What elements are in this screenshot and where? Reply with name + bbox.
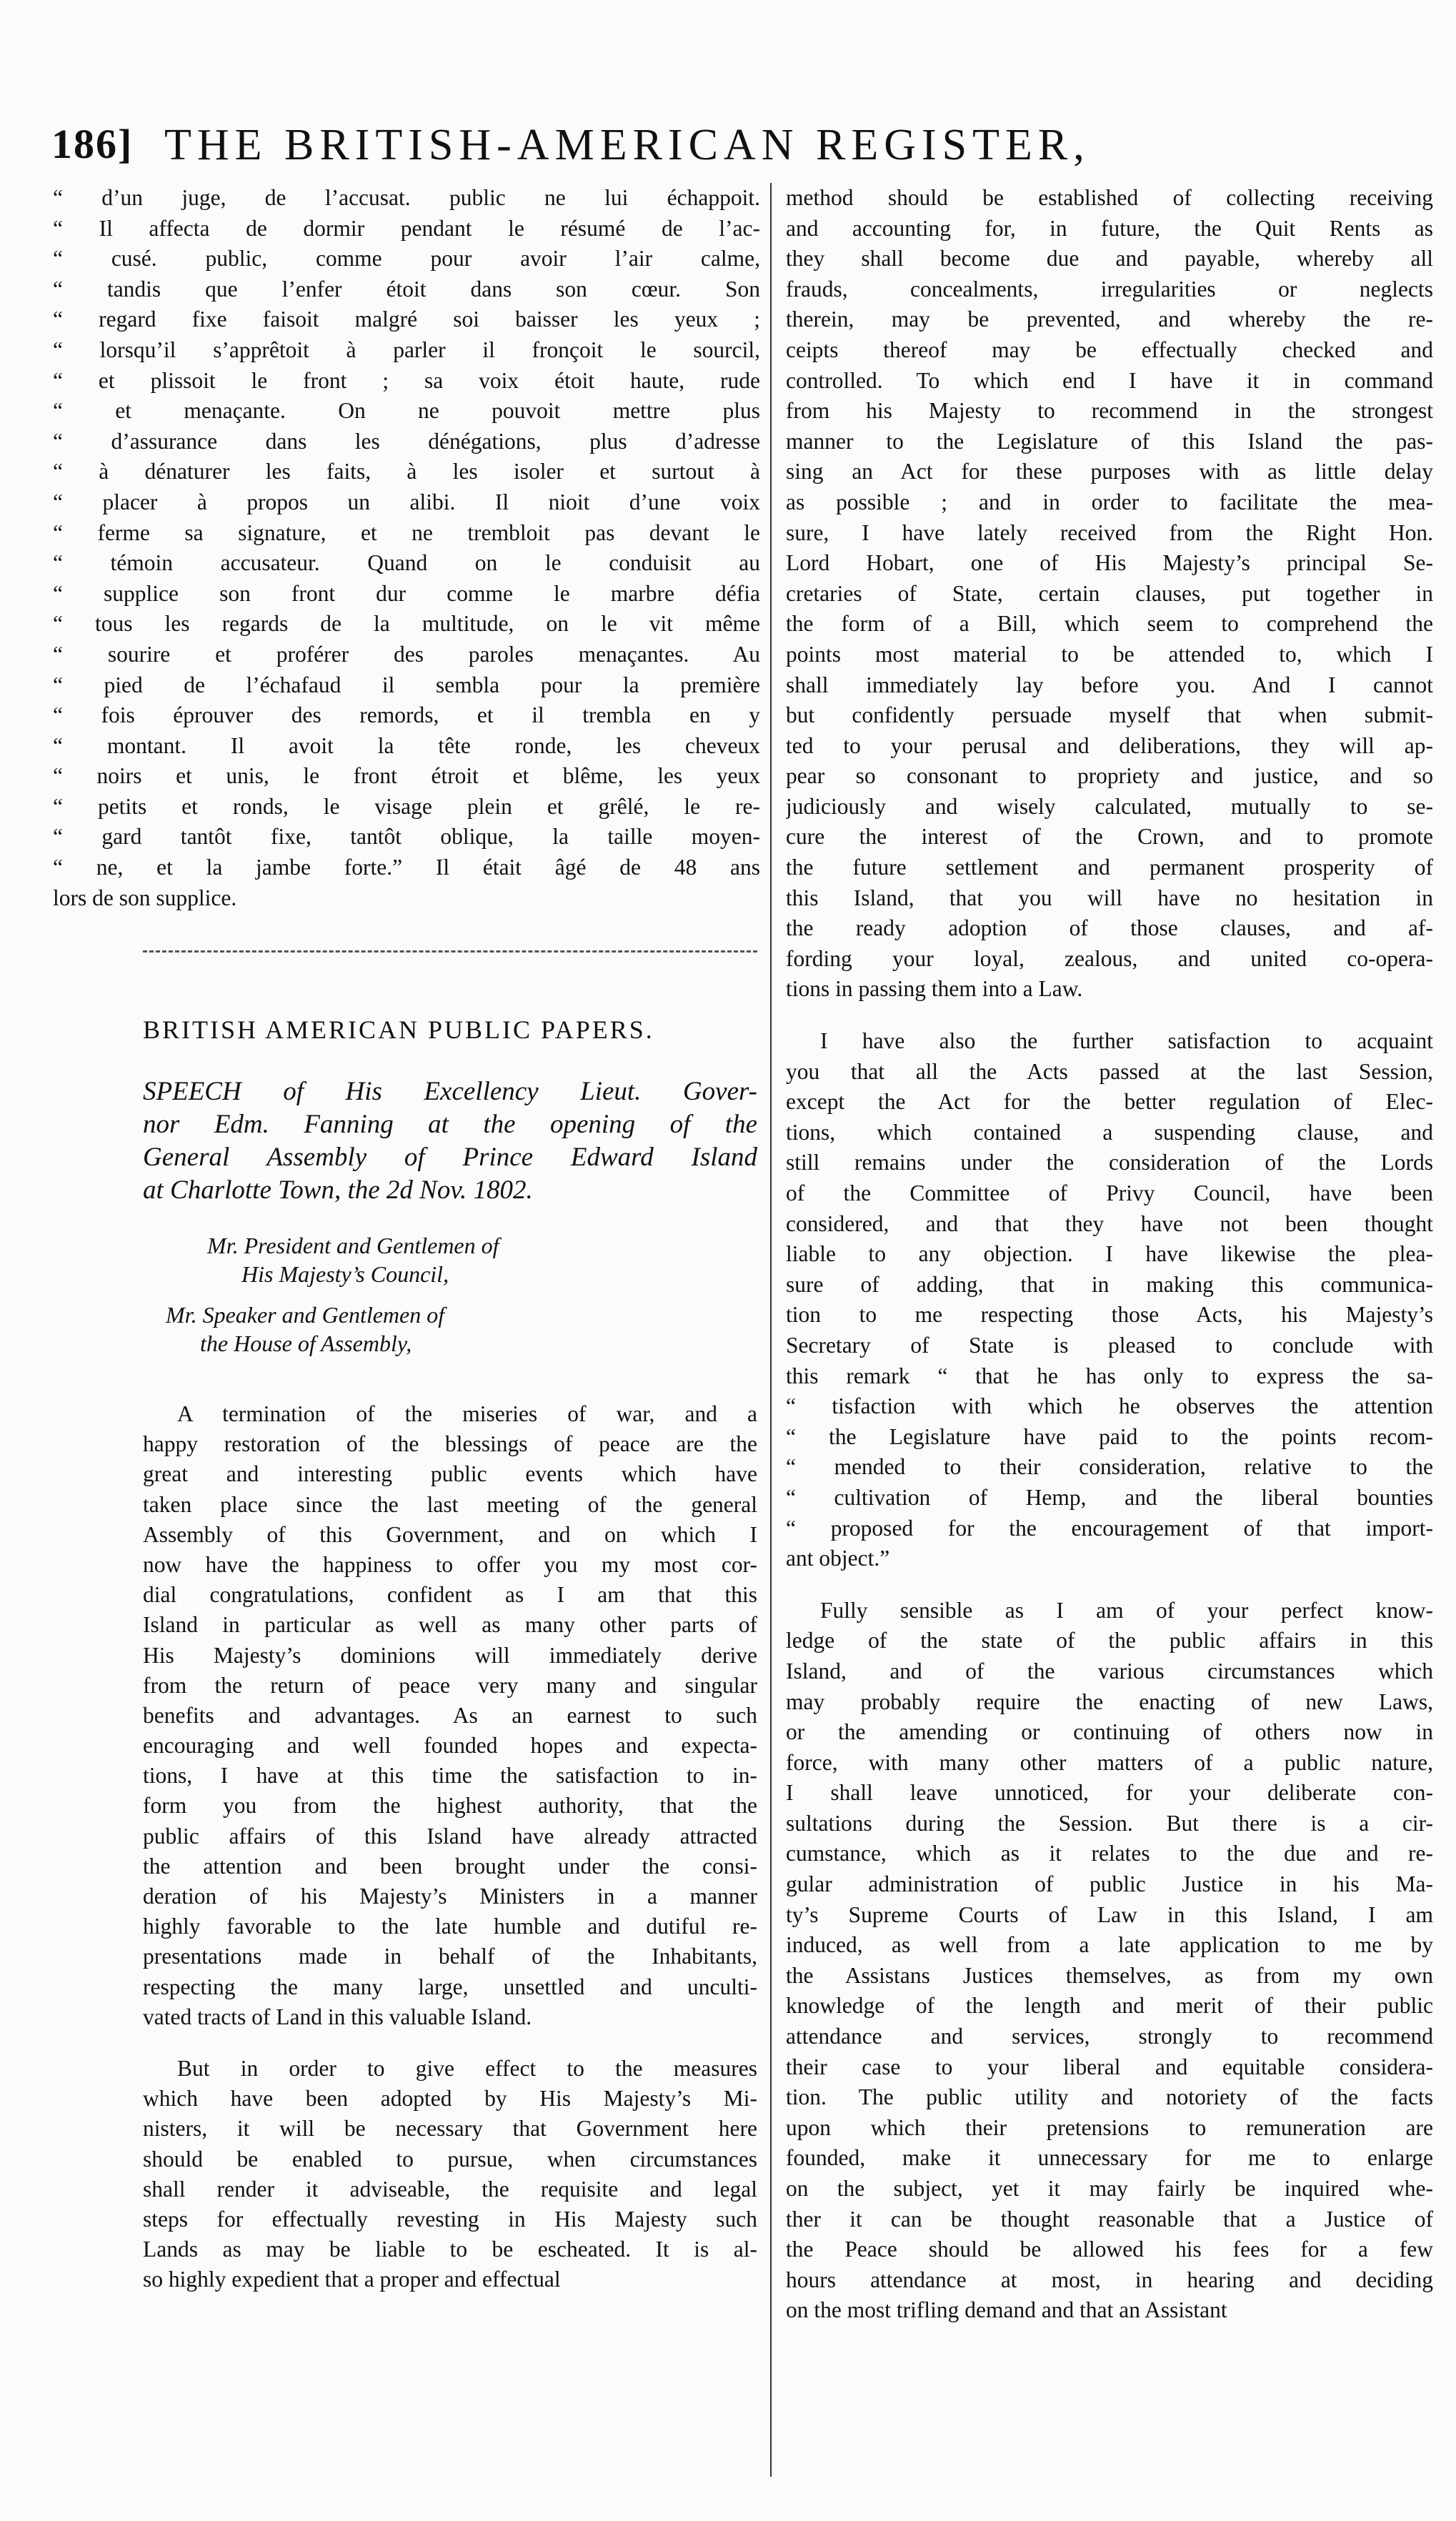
paragraph-gap xyxy=(143,2032,757,2054)
section-heading: BRITISH AMERICAN PUBLIC PAPERS. xyxy=(143,1015,654,1044)
address-line: Mr. Speaker and Gentlemen of xyxy=(166,1302,445,1328)
text-line: the Assistans Justices themselves, as from my own xyxy=(786,1962,1433,1988)
text-line: dial congratulations, confident as I am that this xyxy=(143,1582,757,1608)
text-line: “ ne, et la jambe forte.” Il était âgé de 48 ans xyxy=(53,855,760,880)
text-line: so highly expedient that a proper and effectual xyxy=(143,2267,561,2292)
text-line: attendance and services, strongly to recommend xyxy=(786,2024,1433,2049)
column-divider xyxy=(770,183,772,2477)
text-line: “ témoin accusateur. Quand on le conduisit au xyxy=(53,550,760,576)
text-line: “ cultivation of Hemp, and the liberal bounties xyxy=(786,1484,1433,1510)
text-line: judiciously and wisely calculated, mutually to se- xyxy=(786,793,1433,819)
text-line: “ d’assurance dans les dénégations, plus d’adresse xyxy=(53,428,760,454)
text-line: ceipts thereof may be effectually checked and xyxy=(786,337,1433,362)
section-rule xyxy=(143,950,757,953)
text-line: ted to your perusal and deliberations, they will ap- xyxy=(786,732,1433,758)
text-line: respecting the many large, unsettled and unculti- xyxy=(143,1974,757,1999)
text-line: SPEECH of His Excellency Lieut. Gover- xyxy=(143,1077,757,1106)
text-line: from his Majesty to recommend in the strongest xyxy=(786,398,1433,424)
text-line: still remains under the consideration of the Lords xyxy=(786,1150,1433,1175)
text-line: I have also the further satisfaction to acquaint xyxy=(820,1028,1433,1054)
text-line: “ tous les regards de la multitude, on le vit même xyxy=(53,611,760,637)
text-line: Island, and of the various circumstances which xyxy=(786,1658,1433,1684)
text-line: manner to the Legislature of this Island the pas- xyxy=(786,428,1433,454)
text-line: “ mended to their consideration, relative to the xyxy=(786,1454,1433,1480)
text-line: or the amending or continuing of others now in xyxy=(786,1719,1433,1745)
running-title: THE BRITISH-AMERICAN REGISTER, xyxy=(164,121,1090,169)
text-line: Lord Hobart, one of His Majesty’s principal Se- xyxy=(786,550,1433,576)
text-line: “ pied de l’échafaud il sembla pour la première xyxy=(53,672,760,697)
text-line: “ sourire et proférer des paroles menaçantes. Au xyxy=(53,641,760,667)
text-line: the Peace should be allowed his fees for a few xyxy=(786,2237,1433,2262)
text-line: induced, as well from a late application to me by xyxy=(786,1932,1433,1958)
text-line: liable to any objection. I have likewise the plea- xyxy=(786,1241,1433,1267)
text-line: But in order to give effect to the measures xyxy=(177,2055,757,2081)
text-line: “ Il affecta de dormir pendant le résumé de l’ac- xyxy=(53,215,760,241)
text-line: steps for effectually revesting in His Majesty such xyxy=(143,2206,757,2232)
text-line: sing an Act for these purposes with as little delay xyxy=(786,459,1433,484)
text-line: lors de son supplice. xyxy=(53,885,237,910)
text-line: “ tandis que l’enfer étoit dans son cœur. Son xyxy=(53,276,760,302)
text-line: cure the interest of the Crown, and to promote xyxy=(786,824,1433,850)
text-line: “ fois éprouver des remords, et il trembla en y xyxy=(53,702,760,728)
text-line: on the subject, yet it may fairly be inquired whe- xyxy=(786,2176,1433,2201)
text-line: General Assembly of Prince Edward Island xyxy=(143,1143,757,1172)
text-line: frauds, concealments, irregularities or neglects xyxy=(786,276,1433,302)
text-line: points most material to be attended to, which I xyxy=(786,641,1433,667)
text-line: ant object.” xyxy=(786,1546,890,1571)
text-line: “ cusé. public, comme pour avoir l’air calme, xyxy=(53,246,760,272)
address-council xyxy=(207,1231,499,1288)
text-line: this remark “ that he has only to express the sa- xyxy=(786,1363,1433,1388)
text-line: and accounting for, in future, the Quit Rents as xyxy=(786,215,1433,241)
text-line: ty’s Supreme Courts of Law in this Island, I am xyxy=(786,1901,1433,1927)
text-line: deration of his Majesty’s Ministers in a manner xyxy=(143,1884,757,1909)
text-line: public affairs of this Island have already attracted xyxy=(143,1823,757,1849)
left-column-speech-body xyxy=(143,1399,757,2294)
text-line: Assembly of this Government, and on which I xyxy=(143,1521,757,1547)
left-column-french-quote xyxy=(53,183,760,913)
text-line: form you from the highest authority, that the xyxy=(143,1793,757,1819)
text-line: sure of adding, that in making this communica- xyxy=(786,1271,1433,1297)
text-line: the ready adoption of those clauses, and af- xyxy=(786,915,1433,941)
text-line: you that all the Acts passed at the last Session, xyxy=(786,1058,1433,1084)
text-line: they shall become due and payable, whereby all xyxy=(786,246,1433,272)
text-line: “ gard tantôt fixe, tantôt oblique, la taille moyen- xyxy=(53,824,760,850)
text-line: “ petits et ronds, le visage plein et grêlé, le re- xyxy=(53,793,760,819)
text-line: Lands as may be liable to be escheated. It is al- xyxy=(143,2237,757,2262)
text-line: except the Act for the better regulation of Elec- xyxy=(786,1089,1433,1115)
text-line: at Charlotte Town, the 2d Nov. 1802. xyxy=(143,1175,533,1205)
text-line: upon which their pretensions to remuneration are xyxy=(786,2114,1433,2140)
text-line: “ regard fixe faisoit malgré soi baisser les yeux ; xyxy=(53,307,760,332)
text-line: “ proposed for the encouragement of that import- xyxy=(786,1515,1433,1541)
text-line: therein, may be prevented, and whereby the re- xyxy=(786,307,1433,332)
text-line: founded, make it unnecessary for me to enlarge xyxy=(786,2145,1433,2171)
paragraph-gap xyxy=(786,1005,1433,1026)
text-line: “ the Legislature have paid to the points recom- xyxy=(786,1423,1433,1449)
text-line: their case to your liberal and equitable considera- xyxy=(786,2054,1433,2079)
text-line: from the return of peace very many and singular xyxy=(143,1672,757,1698)
text-line: “ d’un juge, de l’accusat. public ne lui échappoit. xyxy=(53,185,760,210)
text-line: encouraging and well founded hopes and expecta- xyxy=(143,1733,757,1759)
text-line: “ montant. Il avoit la tête ronde, les cheveux xyxy=(53,732,760,758)
text-line: cretaries of State, certain clauses, put together in xyxy=(786,580,1433,606)
text-line: Fully sensible as I am of your perfect know- xyxy=(820,1597,1433,1623)
page-header xyxy=(29,120,1450,184)
text-line: vated tracts of Land in this valuable Island. xyxy=(143,2004,532,2029)
text-line: highly favorable to the late humble and dutiful re- xyxy=(143,1914,757,1939)
text-line: tion. The public utility and notoriety of the facts xyxy=(786,2084,1433,2110)
text-line: “ noirs et unis, le front étroit et blême, les yeux xyxy=(53,763,760,789)
text-line: “ tisfaction with which he observes the attention xyxy=(786,1393,1433,1419)
text-line: knowledge of the length and merit of their public xyxy=(786,1993,1433,2019)
text-line: but confidently persuade myself that when submit- xyxy=(786,702,1433,728)
text-line: “ placer à propos un alibi. Il nioit d’une voix xyxy=(53,489,760,514)
text-line: nor Edm. Fanning at the opening of the xyxy=(143,1110,757,1139)
text-line: may probably require the enacting of new Laws, xyxy=(786,1689,1433,1714)
text-line: tion to me respecting those Acts, his Majesty’s xyxy=(786,1302,1433,1328)
paragraph-gap xyxy=(786,1574,1433,1596)
text-line: which have been adopted by His Majesty’s Mi- xyxy=(143,2086,757,2112)
text-line: “ supplice son front dur comme le marbre défia xyxy=(53,580,760,606)
address-line: Mr. President and Gentlemen of xyxy=(207,1233,499,1258)
text-line: Secretary of State is pleased to conclude with xyxy=(786,1332,1433,1358)
text-line: benefits and advantages. As an earnest to such xyxy=(143,1702,757,1728)
text-line: taken place since the last meeting of the general xyxy=(143,1491,757,1517)
text-line: now have the happiness to offer you my most cor- xyxy=(143,1551,757,1577)
text-line: should be enabled to pursue, when circumstances xyxy=(143,2146,757,2172)
text-line: tions in passing them into a Law. xyxy=(786,976,1083,1002)
address-assembly xyxy=(166,1301,444,1358)
text-line: considered, and that they have not been thought xyxy=(786,1210,1433,1236)
text-line: “ et plissoit le front ; sa voix étoit haute, rude xyxy=(53,367,760,393)
text-line: the form of a Bill, which seem to comprehend the xyxy=(786,611,1433,637)
text-line: tions, I have at this time the satisfaction to in- xyxy=(143,1763,757,1789)
text-line: shall immediately lay before you. And I cannot xyxy=(786,672,1433,697)
text-line: ther it can be thought reasonable that a Justice of xyxy=(786,2206,1433,2232)
text-line: of the Committee of Privy Council, have been xyxy=(786,1180,1433,1205)
text-line: Island in particular as well as many other parts of xyxy=(143,1612,757,1638)
text-line: “ lorsqu’il s’apprêtoit à parler il fronçoit le sourcil, xyxy=(53,337,760,362)
text-line: “ et menaçante. On ne pouvoit mettre plus xyxy=(53,398,760,424)
text-line: pear so consonant to propriety and justice, and so xyxy=(786,763,1433,789)
page-number: 186] xyxy=(51,121,134,167)
text-line: “ ferme sa signature, et ne trembloit pas devant le xyxy=(53,519,760,545)
text-line: His Majesty’s dominions will immediately derive xyxy=(143,1642,757,1668)
text-line: on the most trifling demand and that an Assistant xyxy=(786,2297,1227,2323)
text-line: A termination of the miseries of war, and a xyxy=(177,1401,757,1426)
address-line: the House of Assembly, xyxy=(200,1331,412,1356)
text-line: shall render it adviseable, the requisite and legal xyxy=(143,2176,757,2202)
text-line: this Island, that you will have no hesitation in xyxy=(786,885,1433,910)
text-line: force, with many other matters of a public nature, xyxy=(786,1749,1433,1775)
text-line: great and interesting public events which have xyxy=(143,1461,757,1487)
text-line: I shall leave unnoticed, for your deliberate con- xyxy=(786,1780,1433,1806)
right-column-speech-body xyxy=(786,183,1433,2326)
text-line: “ à dénaturer les faits, à les isoler et surtout à xyxy=(53,459,760,484)
speech-title xyxy=(143,1075,757,1207)
text-line: happy restoration of the blessings of peace are the xyxy=(143,1431,757,1457)
text-line: as possible ; and in order to facilitate the mea- xyxy=(786,489,1433,514)
text-line: ledge of the state of the public affairs in this xyxy=(786,1628,1433,1654)
text-line: controlled. To which end I have it in command xyxy=(786,367,1433,393)
text-line: nisters, it will be necessary that Government here xyxy=(143,2116,757,2142)
text-line: the attention and been brought under the consi- xyxy=(143,1853,757,1879)
address-line: His Majesty’s Council, xyxy=(241,1261,449,1287)
text-line: sultations during the Session. But there is a cir- xyxy=(786,1810,1433,1836)
text-line: tions, which contained a suspending clause, and xyxy=(786,1119,1433,1145)
text-line: gular administration of public Justice in his Ma- xyxy=(786,1871,1433,1897)
text-line: sure, I have lately received from the Right Hon. xyxy=(786,519,1433,545)
text-line: fording your loyal, zealous, and united co-opera- xyxy=(786,945,1433,971)
text-line: hours attendance at most, in hearing and deciding xyxy=(786,2267,1433,2292)
text-line: cumstance, which as it relates to the due and re- xyxy=(786,1841,1433,1866)
text-line: method should be established of collecting receiving xyxy=(786,185,1433,210)
text-line: the future settlement and permanent prosperity of xyxy=(786,855,1433,880)
text-line: presentations made in behalf of the Inhabitants, xyxy=(143,1944,757,1969)
